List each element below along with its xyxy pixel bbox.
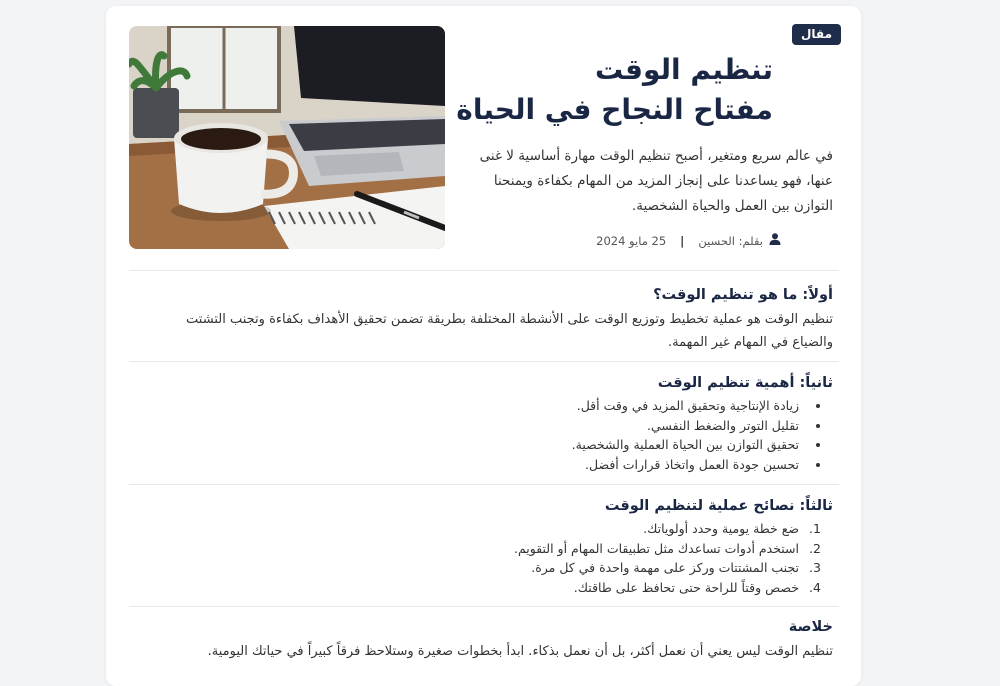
list-item: • تحسين جودة العمل واتخاذ قرارات أفضل. — [153, 455, 805, 475]
section-body: تنظيم الوقت هو عملية تخطيط وتوزيع الوقت على الأنشطة المختلفة بطريقة تضمن تحقيق الأهداف بكفاءة وتجنب التشتت والضياع في المهام غير المهمة. — [186, 312, 833, 350]
list-item: 4. خصص وقتاً للراحة حتى تحافظ على طاقتك. — [153, 578, 805, 598]
author-name: بقلم: الحسين — [698, 233, 763, 248]
importance-list — [153, 396, 833, 474]
user-icon — [769, 233, 781, 248]
section-summary — [153, 616, 833, 663]
article-badge: مقال — [792, 24, 841, 45]
section-body: تنظيم الوقت ليس يعني أن نعمل أكثر، بل أن نعمل بذكاء. ابدأ بخطوات صغيرة وستلاحظ فرقاً كبيراً في حياتك اليومية. — [207, 644, 833, 659]
section-heading: ثالثاً: نصائح عملية لتنظيم الوقت — [604, 498, 833, 514]
publish-date: 25 مايو 2024 — [596, 233, 667, 248]
list-item: 3. تجنب المشتتات وركز على مهمة واحدة في كل مرة. — [153, 558, 805, 578]
article-intro: في عالم سريع ومتغير، أصبح تنظيم الوقت مهارة أساسية لا غنى عنها، فهو يساعدنا على إنجاز المزيد من المهام بكفاءة ويمنحنا التوازن بين العمل والحياة الشخصية. — [479, 148, 833, 214]
tips-list — [153, 519, 833, 597]
list-item: • زيادة الإنتاجية وتحقيق المزيد في وقت أقل. — [153, 396, 805, 416]
article-meta — [596, 233, 781, 248]
section-importance — [153, 372, 833, 474]
article-title — [373, 50, 773, 130]
list-item: 2. استخدم أدوات تساعدك مثل تطبيقات المهام أو التقويم. — [153, 539, 805, 559]
list-item: • تقليل التوتر والضغط النفسي. — [153, 416, 805, 436]
author — [698, 233, 781, 248]
article-card — [106, 6, 861, 686]
section-what-is — [153, 284, 833, 354]
divider — [129, 484, 839, 485]
section-heading: ثانياً: أهمية تنظيم الوقت — [657, 375, 833, 391]
divider — [129, 606, 839, 607]
title-line-1: تنظيم الوقت — [595, 53, 773, 86]
list-item: 1. ضع خطة يومية وحدد أولوياتك. — [153, 519, 805, 539]
section-heading: خلاصة — [788, 619, 833, 635]
divider — [129, 270, 839, 271]
list-item: • تحقيق التوازن بين الحياة العملية والشخصية. — [153, 435, 805, 455]
divider — [129, 361, 839, 362]
title-line-2: مفتاح النجاح في الحياة — [456, 93, 773, 126]
section-tips — [153, 495, 833, 597]
section-heading: أولاً: ما هو تنظيم الوقت؟ — [653, 287, 833, 303]
meta-separator: | — [680, 233, 685, 248]
